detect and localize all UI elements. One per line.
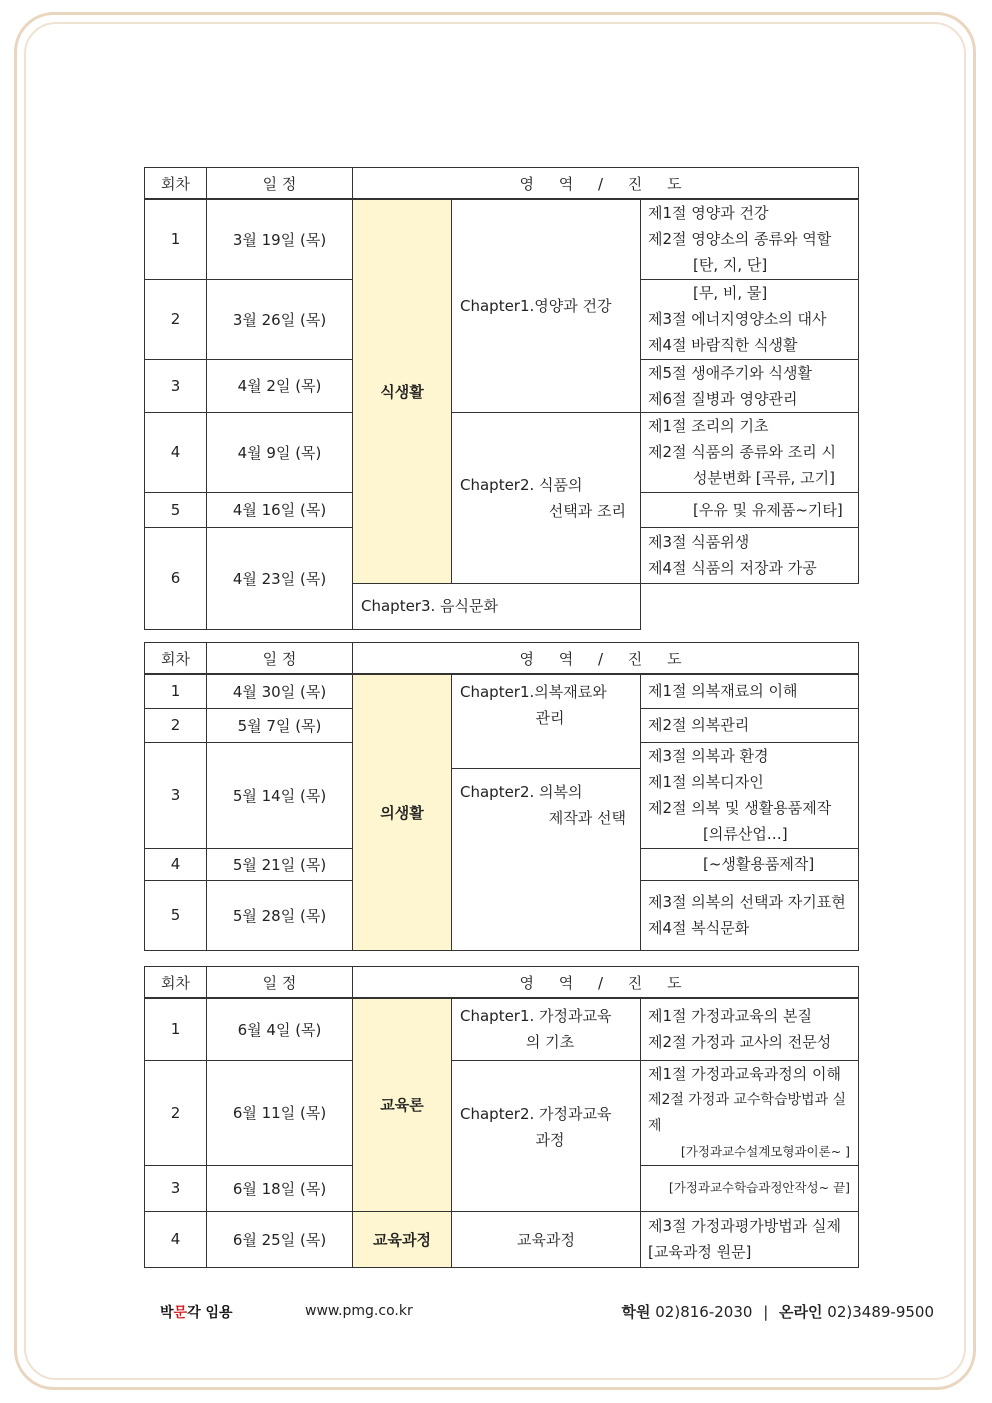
row-number: 3 [145,359,207,412]
chapter-label: Chapter3. 음식문화 [353,583,641,629]
area-label: 교육과정 [353,1211,452,1267]
row-number: 2 [145,1060,207,1165]
progress-content: [우유 및 유제품~기타] [641,492,859,527]
progress-content: 제1절 영양과 건강 제2절 영양소의 종류와 역할 [탄, 지, 단] [641,199,859,279]
chapter-label: Chapter2. 가정과교육 과정 [452,1060,641,1211]
progress-content: 제5절 생애주기와 식생활 제6절 질병과 영양관리 [641,359,859,412]
brand-logo: 박문각 임용 [160,1305,233,1321]
chapter-label: Chapter2. 식품의 선택과 조리 [452,412,641,583]
area-label: 교육론 [353,998,452,1211]
chapter-label: 교육과정 [452,1211,641,1267]
row-date: 6월 18일 (목) [207,1165,353,1211]
progress-content: 제3절 식품위생 제4절 식품의 저장과 가공 [641,527,859,583]
header-progress: 영 역 / 진 도 [353,967,859,999]
progress-content: 제1절 조리의 기초 제2절 식품의 종류와 조리 시 성분변화 [곡류, 고기] [641,412,859,492]
header-schedule: 일 정 [207,967,353,999]
progress-content: 제3절 가정과평가방법과 실제 [교육과정 원문] [641,1211,859,1267]
row-date: 4월 23일 (목) [207,527,353,629]
row-date: 5월 21일 (목) [207,848,353,880]
progress-content: 제3절 의복과 환경 제1절 의복디자인 제2절 의복 및 생활용품제작 [의류산업…] [641,742,859,848]
header-round: 회차 [145,967,207,999]
row-number: 1 [145,998,207,1060]
schedule-table-food [144,167,859,630]
header-progress: 영 역 / 진 도 [353,643,859,675]
schedule-table-clothing [144,642,859,951]
row-date: 3월 19일 (목) [207,199,353,279]
header-schedule: 일 정 [207,643,353,675]
contact-divider: | [763,1303,769,1321]
progress-content: [~생활용품제작] [641,848,859,880]
schedule-table-education [144,966,859,1268]
header-round: 회차 [145,643,207,675]
row-date: 4월 2일 (목) [207,359,353,412]
progress-content: [가정과교수학습과정안작성~ 끝] [641,1165,859,1211]
chapter-label: Chapter1.의복재료와 관리 [452,674,641,768]
row-date: 5월 28일 (목) [207,880,353,950]
progress-content: 제3절 의복의 선택과 자기표현 제4절 복식문화 [641,880,859,950]
row-number: 2 [145,708,207,742]
academy-phone: 02)816-2030 [655,1303,753,1321]
area-label: 의생활 [353,674,452,950]
row-number: 1 [145,199,207,279]
row-number: 4 [145,1211,207,1267]
area-label: 식생활 [353,199,452,583]
row-date: 4월 16일 (목) [207,492,353,527]
online-label: 온라인 [779,1303,823,1321]
academy-label: 학원 [621,1303,651,1321]
progress-content: [무, 비, 물] 제3절 에너지영양소의 대사 제4절 바람직한 식생활 [641,279,859,359]
row-number: 4 [145,848,207,880]
row-number: 6 [145,527,207,629]
row-date: 5월 7일 (목) [207,708,353,742]
header-round: 회차 [145,168,207,200]
progress-content: 제1절 의복재료의 이해 [641,674,859,708]
row-number: 3 [145,1165,207,1211]
row-date: 4월 9일 (목) [207,412,353,492]
contact-info [621,1301,934,1322]
row-date: 4월 30일 (목) [207,674,353,708]
progress-content: 제1절 가정과교육과정의 이해 제2절 가정과 교수학습방법과 실제 [가정과교수설계모형과이론~ ] [641,1060,859,1165]
row-date: 6월 25일 (목) [207,1211,353,1267]
row-number: 5 [145,880,207,950]
row-number: 1 [145,674,207,708]
online-phone: 02)3489-9500 [827,1303,934,1321]
website-link[interactable]: www.pmg.co.kr [305,1303,413,1319]
row-date: 5월 14일 (목) [207,742,353,848]
row-date: 6월 11일 (목) [207,1060,353,1165]
row-date: 3월 26일 (목) [207,279,353,359]
progress-content: 제2절 의복관리 [641,708,859,742]
row-number: 3 [145,742,207,848]
chapter-label: Chapter2. 의복의 제작과 선택 [452,768,641,950]
row-date: 6월 4일 (목) [207,998,353,1060]
row-number: 4 [145,412,207,492]
progress-content: 제1절 가정과교육의 본질 제2절 가정과 교사의 전문성 [641,998,859,1060]
chapter-label: Chapter1.영양과 건강 [452,199,641,412]
header-schedule: 일 정 [207,168,353,200]
header-progress: 영 역 / 진 도 [353,168,859,200]
row-number: 5 [145,492,207,527]
chapter-label: Chapter1. 가정과교육 의 기초 [452,998,641,1060]
row-number: 2 [145,279,207,359]
page-footer [0,1298,992,1326]
